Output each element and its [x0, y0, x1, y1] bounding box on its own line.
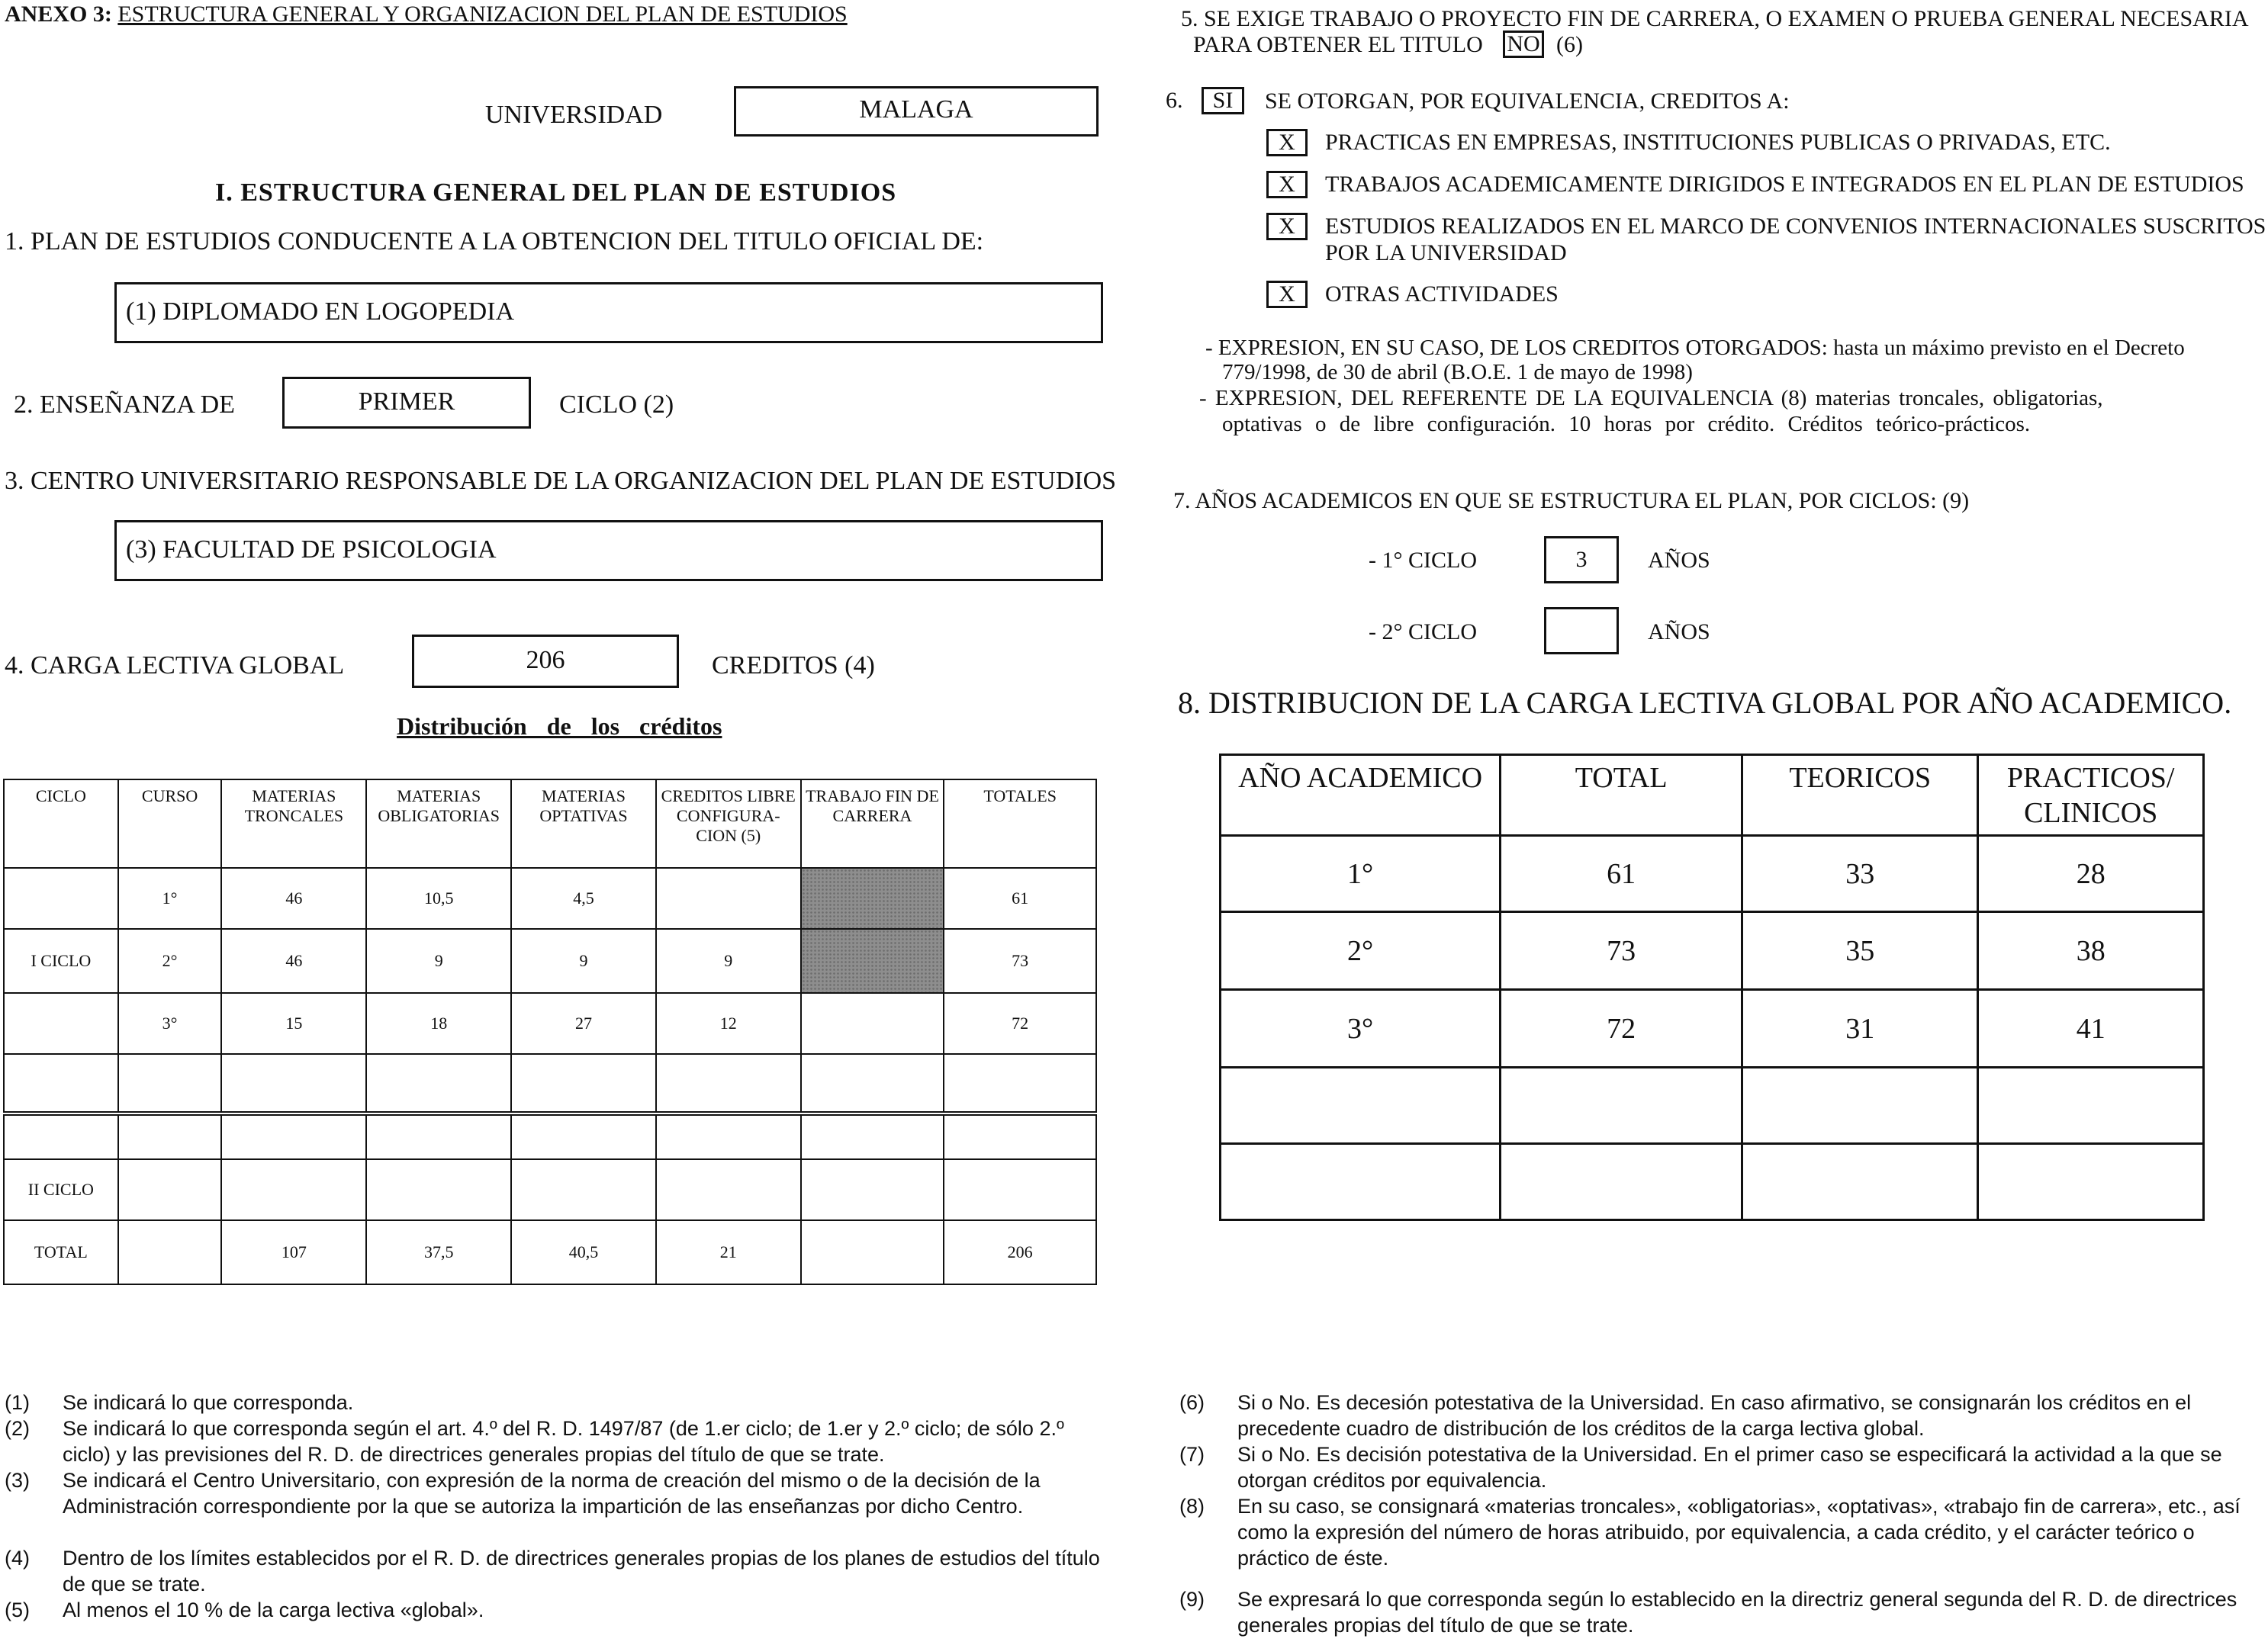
cell: [366, 1159, 511, 1220]
footnote-text: Se indicará lo que corresponda según el art. 4.º del R. D. 1497/87 (de 1.er ciclo; de 1.er y 2.º ciclo; de sólo 2.º ciclo) y las previsiones del R. D. de directrices generales propias del título de que se trate.: [63, 1417, 1064, 1466]
footnote-number: (7): [1179, 1443, 1205, 1466]
cell: [656, 868, 801, 929]
table-row: [4, 1159, 1096, 1220]
distribution-title: Distribución de los créditos: [397, 712, 722, 740]
ciclo-field[interactable]: PRIMER: [282, 377, 531, 429]
cell: [1501, 1144, 1742, 1220]
cell: I CICLO: [4, 929, 118, 993]
item6-label: SE OTORGAN, POR EQUIVALENCIA, CREDITOS A:: [1265, 88, 1790, 114]
cell: [118, 1113, 222, 1159]
footnote-number: (6): [1179, 1391, 1205, 1414]
header-total: TOTAL: [1501, 755, 1742, 836]
year-header-row: [1221, 755, 2204, 836]
footnote-3: [5, 1467, 1100, 1545]
footnote-7: [1179, 1441, 2266, 1493]
cell: [366, 1113, 511, 1159]
item5-note: (6): [1556, 32, 1583, 57]
header-libre-configuracion: CREDITOS LIBRE CONFIGURA- CION (5): [656, 779, 801, 868]
footnote-number: (4): [5, 1547, 30, 1570]
cell: 38: [1978, 912, 2204, 990]
header-ciclo: CICLO: [4, 779, 118, 868]
cell: [1221, 1144, 1501, 1220]
equivalencia-checkbox[interactable]: SI: [1202, 87, 1244, 114]
cell: [118, 1159, 222, 1220]
cell: 9: [511, 929, 656, 993]
cell: 4,5: [511, 868, 656, 929]
cell: [4, 1054, 118, 1113]
footnote-number: (5): [5, 1599, 30, 1621]
cell: II CICLO: [4, 1159, 118, 1220]
ciclo2-years-field[interactable]: [1544, 607, 1619, 654]
carga-field[interactable]: 206: [412, 635, 679, 688]
table-row: [1221, 1144, 2204, 1220]
shaded-cell: [801, 868, 944, 929]
expr2: - EXPRESION, DEL REFERENTE DE LA EQUIVALENCIA (8) materias troncales, obligatorias,: [1199, 386, 2103, 410]
anexo-title: ESTRUCTURA GENERAL Y ORGANIZACION DEL PLAN DE ESTUDIOS: [117, 2, 848, 27]
option-checkbox-convenios[interactable]: X: [1266, 213, 1308, 240]
cell: 3°: [1221, 990, 1501, 1068]
cell: 37,5: [366, 1220, 511, 1284]
cell: 28: [1978, 836, 2204, 912]
table-row: [1221, 912, 2204, 990]
option-label-trabajos: TRABAJOS ACADEMICAMENTE DIRIGIDOS E INTEGRADOS EN EL PLAN DE ESTUDIOS: [1325, 172, 2244, 197]
footnote-4: [5, 1545, 1100, 1597]
cell: [221, 1054, 366, 1113]
cell: 72: [944, 993, 1096, 1054]
item2-suffix: CICLO (2): [559, 390, 674, 419]
universidad-field[interactable]: MALAGA: [734, 86, 1099, 137]
cell: 41: [1978, 990, 2204, 1068]
footnote-9: [1179, 1586, 2266, 1638]
cell: 18: [366, 993, 511, 1054]
footnote-text: Al menos el 10 % de la carga lectiva «global».: [63, 1599, 484, 1621]
option-checkbox-practicas[interactable]: X: [1266, 129, 1308, 156]
footnote-number: (3): [5, 1469, 30, 1492]
ciclo2-unit: AÑOS: [1648, 619, 1710, 644]
header-anio: AÑO ACADEMICO: [1221, 755, 1501, 836]
cell: 73: [944, 929, 1096, 993]
shaded-cell: [801, 929, 944, 993]
footnote-number: (1): [5, 1391, 30, 1414]
cell: [656, 1054, 801, 1113]
cell: [118, 1220, 222, 1284]
cell: 21: [656, 1220, 801, 1284]
footnote-text: Se expresará lo que corresponda según lo establecido en la directriz general segunda del R. D. de directrices generales propias del título de que se trate.: [1237, 1588, 2237, 1637]
footnote-number: (2): [5, 1417, 30, 1440]
cell: 1°: [1221, 836, 1501, 912]
option-checkbox-trabajos[interactable]: X: [1266, 171, 1308, 198]
cell: [801, 993, 944, 1054]
cell: [1501, 1068, 1742, 1144]
cell: 33: [1742, 836, 1978, 912]
cell: 73: [1501, 912, 1742, 990]
footnote-6: [1179, 1390, 2266, 1441]
item5-line1: 5. SE EXIGE TRABAJO O PROYECTO FIN DE CARRERA, O EXAMEN O PRUEBA GENERAL NECESARIA: [1181, 6, 2249, 31]
cell: [944, 1054, 1096, 1113]
header-curso: CURSO: [118, 779, 222, 868]
cell: [1742, 1144, 1978, 1220]
credits-header-row: [4, 779, 1096, 868]
cell: [656, 1113, 801, 1159]
cell: [511, 1113, 656, 1159]
table-row: [1221, 990, 2204, 1068]
cell: [4, 1113, 118, 1159]
expr1: - EXPRESION, EN SU CASO, DE LOS CREDITOS OTORGADOS: hasta un máximo previsto en el Decreto: [1205, 336, 2185, 360]
header-totales: TOTALES: [944, 779, 1096, 868]
ciclo1-years-field[interactable]: 3: [1544, 536, 1619, 583]
cell: TOTAL: [4, 1220, 118, 1284]
ciclo1-unit: AÑOS: [1648, 548, 1710, 573]
expr1b: 779/1998, de 30 de abril (B.O.E. 1 de mayo de 1998): [1222, 360, 1693, 384]
year-table: [1219, 754, 2205, 1221]
option-label-convenios-line2: POR LA UNIVERSIDAD: [1325, 240, 1567, 265]
cell: 9: [656, 929, 801, 993]
footnote-text: Se indicará el Centro Universitario, con expresión de la norma de creación del mismo o de la decisión de la Administración correspondiente por la que se autoriza la impartición de las enseñanzas por dicho Centro.: [63, 1469, 1041, 1518]
footnote-2: [5, 1415, 1100, 1467]
ciclo2-label: - 2° CICLO: [1369, 619, 1477, 644]
header-obligatorias: MATERIAS OBLIGATORIAS: [366, 779, 511, 868]
cell: [1221, 1068, 1501, 1144]
header-trabajo-fin: TRABAJO FIN DE CARRERA: [801, 779, 944, 868]
table-row: [4, 929, 1096, 993]
cell: 3°: [118, 993, 222, 1054]
cell: [944, 1113, 1096, 1159]
cell: 9: [366, 929, 511, 993]
header-troncales: MATERIAS TRONCALES: [221, 779, 366, 868]
cell: 12: [656, 993, 801, 1054]
cell: [1978, 1068, 2204, 1144]
footnote-8: [1179, 1493, 2266, 1571]
item8-title: 8. DISTRIBUCION DE LA CARGA LECTIVA GLOBAL POR AÑO ACADEMICO.: [1178, 686, 2232, 720]
cell: [801, 1159, 944, 1220]
item4-suffix: CREDITOS (4): [712, 651, 875, 680]
cell: 10,5: [366, 868, 511, 929]
cell: 61: [1501, 836, 1742, 912]
anexo-label: ANEXO 3:: [5, 2, 112, 27]
item2-label: 2. ENSEÑANZA DE: [14, 390, 235, 419]
header-optativas: MATERIAS OPTATIVAS: [511, 779, 656, 868]
header-teoricos: TEORICOS: [1742, 755, 1978, 836]
cell: 2°: [118, 929, 222, 993]
table-row: [4, 993, 1096, 1054]
cell: [1978, 1144, 2204, 1220]
option-label-practicas: PRACTICAS EN EMPRESAS, INSTITUCIONES PUBLICAS O PRIVADAS, ETC.: [1325, 130, 2111, 155]
cell: [944, 1159, 1096, 1220]
cell: 46: [221, 929, 366, 993]
cell: 46: [221, 868, 366, 929]
footnote-text: En su caso, se consignará «materias troncales», «obligatorias», «optativas», «trabajo fin de carrera», etc., así como la expresión del número de horas atribuido, por equivalencia, a cada crédito, y el carácter teórico o práctico de éste.: [1237, 1495, 2241, 1570]
cell: 15: [221, 993, 366, 1054]
cell: 40,5: [511, 1220, 656, 1284]
footnote-number: (8): [1179, 1495, 1205, 1518]
cell: [511, 1054, 656, 1113]
table-row-total: [4, 1220, 1096, 1284]
option-label-convenios: ESTUDIOS REALIZADOS EN EL MARCO DE CONVENIOS INTERNACIONALES SUSCRITOS: [1325, 214, 2266, 239]
cell: 206: [944, 1220, 1096, 1284]
cell: [656, 1159, 801, 1220]
table-row: [4, 868, 1096, 929]
cell: 35: [1742, 912, 1978, 990]
cell: [801, 1220, 944, 1284]
cell: [118, 1054, 222, 1113]
footnote-text: Se indicará lo que corresponda.: [63, 1391, 354, 1414]
cell: [1742, 1068, 1978, 1144]
cell: [221, 1159, 366, 1220]
universidad-label: UNIVERSIDAD: [485, 101, 663, 129]
table-row: [1221, 836, 2204, 912]
footnote-5: [5, 1597, 1100, 1623]
cell: [801, 1113, 944, 1159]
titulo-field[interactable]: (1) DIPLOMADO EN LOGOPEDIA: [114, 282, 1103, 343]
footnote-1: [5, 1390, 1100, 1415]
cell: [4, 993, 118, 1054]
footnote-text: Dentro de los límites establecidos por el R. D. de directrices generales propias de los planes de estudios del título de que se trate.: [63, 1547, 1100, 1595]
cell: [511, 1159, 656, 1220]
option-checkbox-otras[interactable]: X: [1266, 281, 1308, 308]
item3-label: 3. CENTRO UNIVERSITARIO RESPONSABLE DE LA ORGANIZACION DEL PLAN DE ESTUDIOS: [5, 467, 1117, 495]
cell: [4, 868, 118, 929]
footnote-text: Si o No. Es decisión potestativa de la Universidad. En el primer caso se especificará la actividad a la que se otorgan créditos por equivalencia.: [1237, 1443, 2222, 1492]
cell: 72: [1501, 990, 1742, 1068]
cell: 31: [1742, 990, 1978, 1068]
item5-line2: PARA OBTENER EL TITULO: [1193, 32, 1483, 57]
expr2b: optativas o de libre configuración. 10 horas por crédito. Créditos teórico-prácticos.: [1222, 412, 2031, 436]
cell: 1°: [118, 868, 222, 929]
table-row: [1221, 1068, 2204, 1144]
section-title: I. ESTRUCTURA GENERAL DEL PLAN DE ESTUDIOS: [215, 178, 897, 207]
cell: [366, 1054, 511, 1113]
item7-label: 7. AÑOS ACADEMICOS EN QUE SE ESTRUCTURA EL PLAN, POR CICLOS: (9): [1173, 488, 1970, 513]
cell: [221, 1113, 366, 1159]
anexo-heading: [5, 2, 848, 27]
item4-label: 4. CARGA LECTIVA GLOBAL: [5, 651, 345, 680]
cell: 61: [944, 868, 1096, 929]
cell: 107: [221, 1220, 366, 1284]
footnote-text: Si o No. Es decesión potestativa de la Universidad. En caso afirmativo, se consignarán los créditos en el precedente cuadro de distribución de los créditos de la carga lectiva global.: [1237, 1391, 2192, 1440]
cell: 27: [511, 993, 656, 1054]
credits-table: [3, 779, 1097, 1285]
cell: [801, 1054, 944, 1113]
titulo-checkbox[interactable]: NO: [1503, 31, 1544, 58]
item1-label: 1. PLAN DE ESTUDIOS CONDUCENTE A LA OBTENCION DEL TITULO OFICIAL DE:: [5, 227, 984, 255]
table-row: [4, 1054, 1096, 1113]
table-row: [4, 1113, 1096, 1159]
cell: 2°: [1221, 912, 1501, 990]
option-label-otras: OTRAS ACTIVIDADES: [1325, 281, 1559, 307]
item6-number: 6.: [1166, 88, 1183, 113]
centro-field[interactable]: (3) FACULTAD DE PSICOLOGIA: [114, 520, 1103, 581]
ciclo1-label: - 1° CICLO: [1369, 548, 1477, 573]
footnote-number: (9): [1179, 1588, 1205, 1611]
header-practicos: PRACTICOS/ CLINICOS: [1978, 755, 2204, 836]
